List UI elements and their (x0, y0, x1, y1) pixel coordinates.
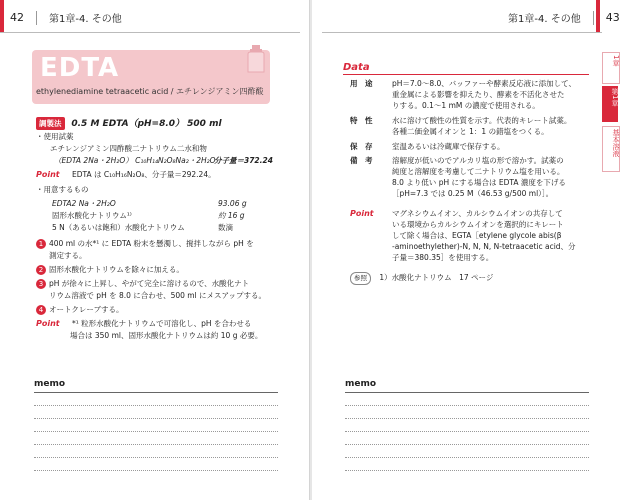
step-2 (36, 264, 184, 275)
memo-label: memo (345, 379, 377, 389)
section-tab-label: 基本溶液 (612, 129, 620, 157)
memo-line (34, 405, 278, 406)
page-subtitle: ethylenediamine tetraacetic acid / エチレンジアミン四酢酸 (36, 87, 264, 96)
reagent-name: エチレンジアミン四酢酸二ナトリウム二水和物 (50, 144, 207, 153)
chapter-tab-label: 1章 (612, 55, 620, 67)
reference-label: 参照 (350, 272, 371, 285)
header-divider (36, 11, 37, 25)
memo-label: memo (34, 379, 66, 389)
left-page (0, 0, 310, 500)
memo-line (345, 457, 589, 458)
right-point-text: マグネシウムイオン、カルシウムイオンの共存して (392, 209, 563, 218)
left-chapter-title: 第1章-4. その他 (49, 14, 122, 25)
amount-name: EDTA2 Na・2H₂O (52, 199, 116, 208)
amount-value: 数滴 (218, 223, 233, 232)
data-value: pH＝7.0～8.0、バッファーや酵素反応液に添加して、 (392, 79, 576, 88)
data-value: 室温あるいは冷蔵庫で保存する。 (392, 142, 505, 151)
memo-rule (345, 392, 589, 393)
data-value: 8.0 より低い pH にする場合は EDTA 濃度を下げる (392, 178, 566, 187)
chapter-tab[interactable] (602, 52, 620, 84)
data-key: 用 途 (350, 79, 373, 88)
memo-line (345, 470, 589, 471)
step-1 (36, 238, 254, 249)
data-key: 備 考 (350, 156, 373, 165)
data-value: ［pH=7.3 では 0.25 M（46.53 g/500 ml）］。 (392, 189, 554, 198)
step-number: 2 (36, 265, 46, 275)
amount-name: 固形水酸化ナトリウム¹⁾ (52, 211, 132, 220)
memo-line (34, 418, 278, 419)
memo-line (345, 405, 589, 406)
data-key: 保 存 (350, 142, 373, 151)
step-number: 1 (36, 239, 46, 249)
prep-label: 調製法 (36, 117, 65, 130)
right-chapter-title: 第1章-4. その他 (508, 14, 581, 25)
chapter-tab-label: 第1章 (611, 88, 619, 107)
data-value: 溶解度が低いのでアルカリ塩の形で溶かす。試薬の (392, 156, 564, 165)
point-label: Point (36, 319, 60, 328)
right-header-rule (322, 32, 602, 33)
amount-value: 約 16 g (218, 211, 245, 220)
reference-text: 1）水酸化ナトリウム 17 ページ (379, 273, 494, 282)
step-number: 3 (36, 279, 46, 289)
prep-heading (36, 117, 222, 130)
right-page-red-bar (596, 0, 600, 32)
step-4 (36, 304, 123, 315)
left-header (10, 10, 122, 25)
memo-line (34, 431, 278, 432)
right-point-text: 子量＝380.35］を使用する。 (392, 253, 494, 262)
step-text: リウム溶液で pH を 8.0 に合わせ、500 ml にメスアップする。 (49, 291, 267, 300)
page-title: EDTA (40, 53, 120, 83)
prep-title: 0.5 M EDTA（pH=8.0） 500 ml (71, 119, 222, 129)
data-value: りする。0.1～1 mM の濃度で使用される。 (392, 101, 540, 110)
memo-rule (34, 392, 278, 393)
data-heading: Data (343, 62, 370, 73)
data-rule (343, 74, 589, 75)
left-header-rule (0, 32, 300, 33)
point-label: Point (36, 170, 60, 179)
memo-line (345, 431, 589, 432)
right-point (350, 208, 374, 219)
reagent-head: ・使用試薬 (36, 132, 74, 141)
memo-line (345, 444, 589, 445)
right-point-text: いる環境からカルシウムイオンを選択的にキレート (392, 220, 564, 229)
step-number: 4 (36, 305, 46, 315)
step-text: 固形水酸化ナトリウムを除々に加える。 (49, 265, 184, 274)
point-1 (36, 169, 216, 180)
memo-line (34, 444, 278, 445)
left-page-number: 42 (10, 11, 24, 24)
reference-row (350, 272, 493, 285)
data-value: 水に溶けて酸性の性質を示す。代表的キレート試薬。 (392, 116, 572, 125)
step-text: pH が徐々に上昇し、やがて完全に溶けるので、水酸化ナト (49, 279, 250, 288)
step-text: オートクレーブする。 (49, 305, 124, 314)
memo-line (34, 470, 278, 471)
reagent-formula: （EDTA 2Na・2H₂O） C₁₀H₁₄N₂O₈Na₂・2H₂O (54, 156, 216, 165)
data-value: 各種二価金属イオンと 1：1 の錯塩をつくる。 (392, 127, 549, 136)
step-text: 400 ml の水*¹ に EDTA 粉末を懸濁し、撹拌しながら pH を (49, 239, 254, 248)
memo-line (34, 457, 278, 458)
header-divider (593, 11, 594, 25)
memo-line (345, 418, 589, 419)
amount-name: 5 N（あるいは飽和）水酸化ナトリウム (52, 223, 185, 232)
right-point-text: して除く場合は、EGTA［etylene glycole abis(β (392, 231, 562, 240)
right-point-text: -aminoethylether)-N, N, N, N-tetraacetic acid、分 (392, 242, 576, 251)
data-value: 純度と溶解度を考慮して二ナトリウム塩を用いる。 (392, 167, 565, 176)
reagent-bottle-icon (245, 44, 267, 74)
point-2 (36, 318, 251, 329)
amounts-head: ・用意するもの (36, 185, 89, 194)
step-text: 測定する。 (49, 251, 87, 260)
reagent-mw: 分子量＝372.24 (214, 156, 273, 165)
data-key: 特 性 (350, 116, 373, 125)
point-label: Point (350, 209, 374, 218)
amount-value: 93.06 g (218, 199, 247, 208)
left-page-red-bar (0, 0, 4, 32)
step-3 (36, 278, 249, 289)
point-1-text: EDTA は C₁₀H₁₆N₂O₈、分子量＝292.24。 (72, 170, 216, 179)
point-2-text: 場合は 350 ml、固形水酸化ナトリウムは約 10 g 必要。 (70, 331, 263, 340)
point-2-text: *¹ 粒形水酸化ナトリウムで可溶化し、pH を合わせる (72, 319, 252, 328)
chapter-tab-active[interactable] (602, 86, 618, 122)
right-page-number: 43 (605, 11, 620, 24)
section-tab[interactable] (602, 126, 620, 172)
right-header (508, 10, 620, 25)
data-value: 重金属による影響を抑えたり、酵素を不活化させた (392, 90, 565, 99)
